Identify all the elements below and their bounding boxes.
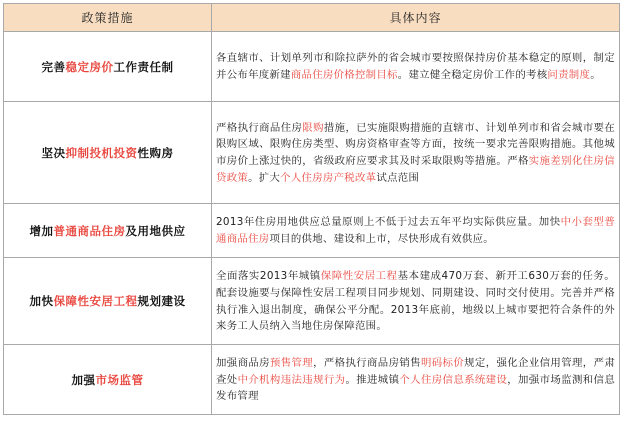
highlight-text: 抑制投机投资	[65, 145, 138, 160]
highlight-text: 中小套型普通商品住房	[216, 216, 616, 245]
table-row	[4, 102, 620, 204]
text-segment: 2013年住房用地供应总量原则上不低于过去五年平均实际供应量。加快	[216, 216, 561, 229]
detail-cell	[212, 32, 620, 102]
highlight-text: 市场监管	[95, 372, 144, 387]
text-segment: 加强	[71, 372, 96, 387]
table-row	[4, 258, 620, 345]
highlight-text: 保障性安居工程	[320, 270, 398, 283]
header-detail: 具体内容	[212, 4, 620, 32]
policy-cell	[4, 345, 212, 415]
text-segment: 工作责任制	[113, 59, 174, 74]
text-segment: 项目的供地、建设和上市，尽快形成有效供应。	[269, 233, 494, 245]
text-segment: ，严格执行商品房销售	[313, 357, 421, 370]
highlight-text: 预售管理	[269, 357, 314, 370]
text-segment: 加强商品房	[216, 357, 270, 370]
text-segment: 规划建设	[137, 294, 186, 308]
text-segment: 各直辖市、计划单列市和除拉萨外的省会城市要按照保持房价基本稳定的原则，制定并公布年度新建	[216, 52, 615, 81]
text-segment: 。扩大	[248, 171, 281, 184]
text-segment: 及用地供应	[125, 223, 186, 238]
highlight-text: 限购	[302, 121, 324, 134]
policy-cell	[4, 258, 212, 345]
highlight-text: 中介机构违法违规行为	[237, 373, 346, 386]
text-segment: 加快	[29, 294, 54, 308]
table-row	[4, 345, 620, 415]
text-segment: 全面落实2013年城镇	[216, 270, 321, 283]
text-segment: 措施，已实施限购措施的直辖市、计划单列市和省会城市要在限购区域、限购住房类型、购房资格审查等方面，按统一要求完善限购措施。其他城市房价上涨过快的，省级政府应要求其及时采取限购等措施。严格	[216, 121, 615, 167]
detail-cell	[212, 345, 620, 415]
policy-cell	[4, 32, 212, 102]
text-segment: 严格执行商品住房	[216, 121, 303, 134]
policy-cell	[4, 204, 212, 258]
table-row	[4, 32, 620, 102]
highlight-text: 普通商品住房	[53, 223, 126, 238]
highlight-text: 个人住房房产税改革	[280, 171, 377, 184]
header-policy: 政策措施	[4, 4, 212, 32]
detail-cell	[212, 258, 620, 345]
detail-cell	[212, 204, 620, 258]
highlight-text: 稳定房价	[65, 59, 114, 74]
text-segment: 。推进城镇	[345, 373, 400, 386]
highlight-text: 个人住房信息系统建设	[399, 373, 508, 386]
detail-cell	[212, 102, 620, 204]
text-segment: 规定，强化企业信用管理，严肃查处	[216, 357, 616, 386]
policy-cell	[4, 102, 212, 204]
text-segment: ，加强市场监测和信息发布管理	[216, 373, 616, 403]
highlight-text: 问责制度	[547, 69, 591, 81]
header-row	[4, 4, 620, 32]
policy-table	[3, 3, 620, 415]
table-row	[4, 204, 620, 258]
highlight-text: 保障性安居工程	[53, 294, 138, 308]
text-segment: 坚决	[41, 145, 66, 160]
text-segment: 性购房	[137, 145, 174, 160]
text-segment: 。	[590, 69, 601, 81]
text-segment: 。建立健全稳定房价工作的考核	[397, 69, 548, 81]
text-segment: 完善	[41, 59, 66, 74]
highlight-text: 实施差别化住房信贷政策	[216, 155, 615, 184]
text-segment: 基本建成470万套、新开工630万套的任务。配套设施要与保障性安居工程项目同步规划、同期建设、同时交付使用。完善并严格执行准入退出制度，确保公平分配。2013年底前，地级以上城市要把符合条件的外来务工人员纳入当地住房保障范围。	[216, 270, 616, 333]
highlight-text: 商品住房价格控制目标	[290, 69, 398, 81]
text-segment: 增加	[29, 223, 54, 238]
text-segment: 试点范围	[376, 171, 420, 184]
highlight-text: 明码标价	[420, 357, 465, 370]
